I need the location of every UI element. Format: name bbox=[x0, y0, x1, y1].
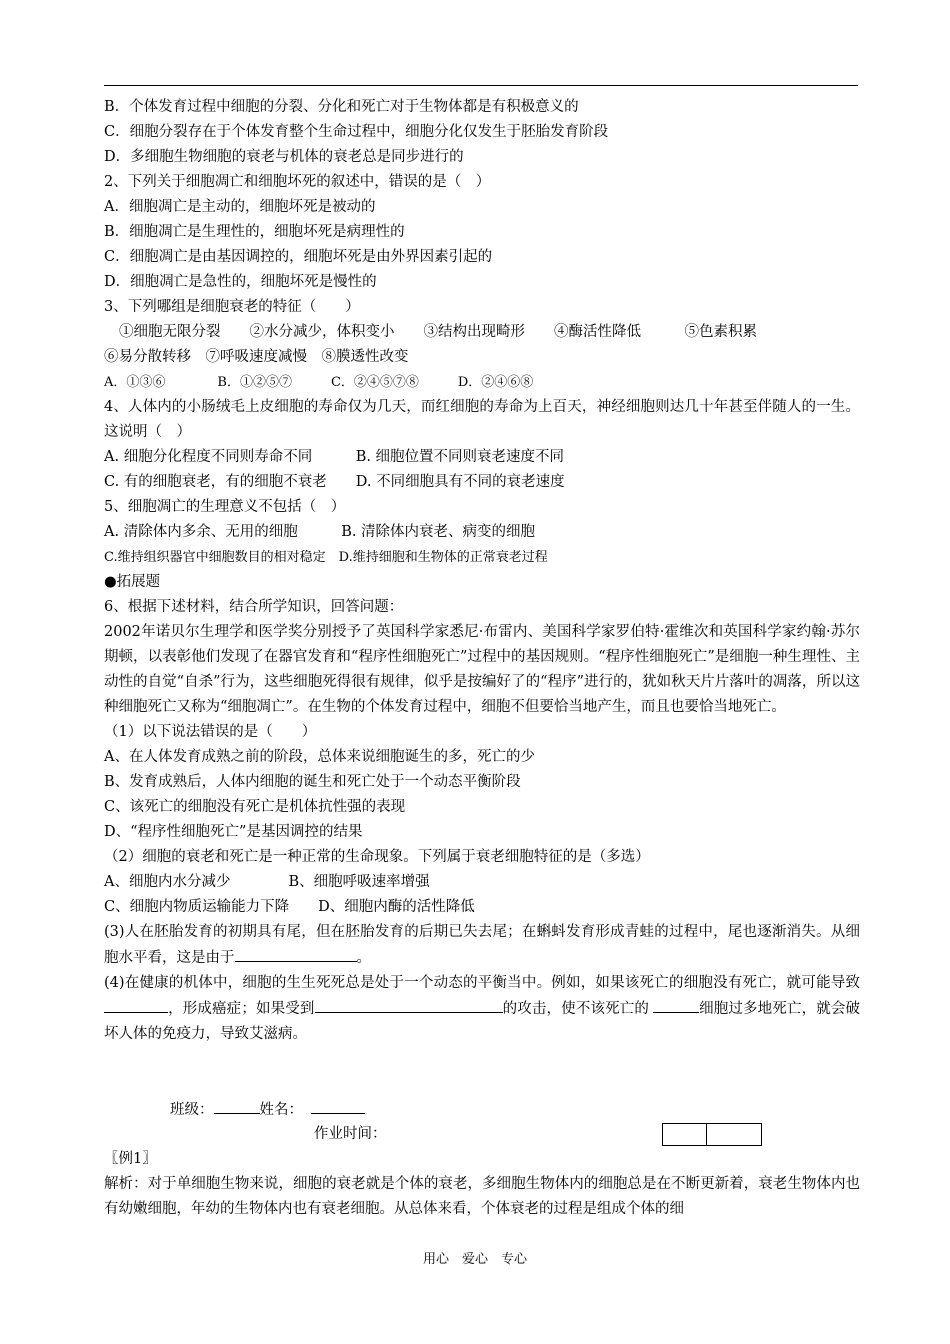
time-label: 作业时间： bbox=[314, 1126, 387, 1142]
subquestion-4-part-2: ，形成癌症；如果受到 bbox=[168, 1001, 315, 1017]
extension-heading: ●拓展题 bbox=[104, 574, 161, 590]
name-field[interactable] bbox=[311, 1097, 365, 1114]
subquestion-4-part-4: 细胞过多地死亡，就会破坏人体的免疫力，导致艾滋病。 bbox=[104, 1001, 860, 1042]
subquestion-1-option-c: C、该死亡的细胞没有死亡是机体抗性强的表现 bbox=[104, 799, 406, 815]
class-field[interactable] bbox=[214, 1097, 260, 1114]
subquestion-1-option-d: D、“程序性细胞死亡”是基因调控的结果 bbox=[104, 824, 363, 840]
subquestion-3: (3)人在胚胎发育的初期具有尾，但在胚胎发育的后期已失去尾；在蝌蚪发育形成青蛙的过程中，尾也逐渐消失。从细胞水平看，这是由于 。 bbox=[104, 924, 860, 966]
subquestion-2-options-ab: A、细胞内水分减少 B、细胞呼吸速率增强 bbox=[104, 874, 430, 890]
question-3-items-1: ①细胞无限分裂 ②水分减少，体积变小 ③结构出现畸形 ④酶活性降低 ⑤色素积累 bbox=[119, 324, 757, 340]
fill-blank-4b[interactable] bbox=[315, 996, 503, 1013]
subquestion-2-options-cd: C、细胞内物质运输能力下降 D、细胞内酶的活性降低 bbox=[104, 899, 475, 915]
option-b-q2: B．细胞凋亡是生理性的，细胞坏死是病理性的 bbox=[104, 224, 405, 240]
example-heading: 〖例1〗 bbox=[104, 1151, 157, 1167]
option-d-q1: D．多细胞生物细胞的衰老与机体的衰老总是同步进行的 bbox=[104, 149, 464, 165]
question-5-options-ab: A. 清除体内多余、无用的细胞 B. 清除体内衰老、病变的细胞 bbox=[104, 524, 536, 540]
header-rule bbox=[104, 85, 858, 86]
subquestion-4-part-1: (4)在健康的机体中，细胞的生生死死总是处于一个动态的平衡当中。例如，如果该死亡的细胞没有死亡，就可能导致 bbox=[104, 975, 860, 991]
subquestion-3-text: (3)人在胚胎发育的初期具有尾，但在胚胎发育的后期已失去尾；在蝌蚪发育形成青蛙的过程中，尾也逐渐消失。从细胞水平看，这是由于 bbox=[104, 924, 860, 966]
material-paragraph: 2002年诺贝尔生理学和医学奖分别授予了英国科学家悉尼·布雷内、美国科学家罗伯特·霍维次和英国科学家约翰·苏尔期顿，以表彰他们发现了在器官发育和“程序性细胞死亡”过程中的基因规则。“程序性细胞死亡”是细胞一种生理性、主动性的自觉“自杀”行为，这些细胞死得很有规律，似乎是按编好了的“程序”进行的，犹如秋天片片落叶的凋落，所以这种细胞死亡又称为“细胞凋亡”。在生物的个体发育过程中，细胞不但要恰当地产生，而且也要恰当地死亡。 bbox=[104, 624, 860, 715]
analysis-paragraph: 解析：对于单细胞生物来说，细胞的衰老就是个体的衰老，多细胞生物体内的细胞总是在不断更新着，衰老生物体内也有幼嫩细胞，年幼的生物体内也有衰老细胞。从总体来看，个体衰老的过程是组成个体的细 bbox=[104, 1176, 860, 1217]
question-5: 5、细胞凋亡的生理意义不包括（ ） bbox=[104, 499, 346, 515]
question-3-items-2: ⑥易分散转移 ⑦呼吸速度减慢 ⑧膜透性改变 bbox=[104, 349, 409, 365]
option-d-q2: D．细胞凋亡是急性的，细胞坏死是慢性的 bbox=[104, 274, 377, 290]
question-5-options-cd: C.维持组织器官中细胞数目的相对稳定 D.维持细胞和生物体的正常衰老过程 bbox=[104, 550, 548, 565]
homework-time-boxes[interactable] bbox=[662, 1123, 762, 1146]
class-label: 班级： bbox=[170, 1102, 214, 1118]
class-name-line bbox=[104, 1097, 860, 1122]
option-c-q1: C．细胞分裂存在于个体发育整个生命过程中，细胞分化仅发生于胚胎发育阶段 bbox=[104, 124, 609, 140]
subquestion-4-part-3: 的攻击，使不该死亡的 bbox=[502, 1001, 649, 1017]
question-3-options: A．①③⑥ B．①②⑤⑦ C．②④⑤⑦⑧ D．②④⑥⑧ bbox=[104, 375, 534, 390]
subquestion-2: （2）细胞的衰老和死亡是一种正常的生命现象。下列属于衰老细胞特征的是（多选） bbox=[104, 849, 650, 865]
subquestion-1-option-a: A、在人体发育成熟之前的阶段，总体来说细胞诞生的多，死亡的少 bbox=[104, 749, 535, 765]
question-4-options-ab: A. 细胞分化程度不同则寿命不同 B. 细胞位置不同则衰老速度不同 bbox=[104, 449, 565, 465]
fill-blank-4c[interactable] bbox=[653, 996, 699, 1013]
fill-blank-4a[interactable] bbox=[104, 996, 168, 1013]
fill-blank-3[interactable] bbox=[235, 945, 357, 962]
question-6: 6、根据下述材料，结合所学知识，回答问题： bbox=[104, 599, 404, 615]
homework-time-line bbox=[104, 1122, 860, 1147]
option-c-q2: C．细胞凋亡是由基因调控的，细胞坏死是由外界因素引起的 bbox=[104, 249, 493, 265]
question-4-options-cd: C. 有的细胞衰老，有的细胞不衰老 D. 不同细胞具有不同的衰老速度 bbox=[104, 474, 565, 490]
name-label: 姓名： bbox=[259, 1102, 303, 1118]
option-b-q1: B．个体发育过程中细胞的分裂、分化和死亡对于生物体都是有积极意义的 bbox=[104, 99, 579, 115]
option-a-q2: A．细胞凋亡是主动的，细胞坏死是被动的 bbox=[104, 199, 376, 215]
worksheet-page bbox=[104, 95, 860, 1222]
question-3: 3、下列哪组是细胞衰老的特征（ ） bbox=[104, 299, 360, 315]
subquestion-4 bbox=[104, 971, 860, 1047]
question-2: 2、下列关于细胞凋亡和细胞坏死的叙述中，错误的是（ ） bbox=[104, 174, 491, 190]
subquestion-1: （1）以下说法错误的是（ ） bbox=[104, 724, 317, 740]
page-footer: 用心 爱心 专心 bbox=[422, 1252, 527, 1267]
subquestion-1-option-b: B、发育成熟后，人体内细胞的诞生和死亡处于一个动态平衡阶段 bbox=[104, 774, 521, 790]
question-4: 4、人体内的小肠绒毛上皮细胞的寿命仅为几天，而红细胞的寿命为上百天，神经细胞则达几十年甚至伴随人的一生。这说明（ ） bbox=[104, 399, 860, 440]
